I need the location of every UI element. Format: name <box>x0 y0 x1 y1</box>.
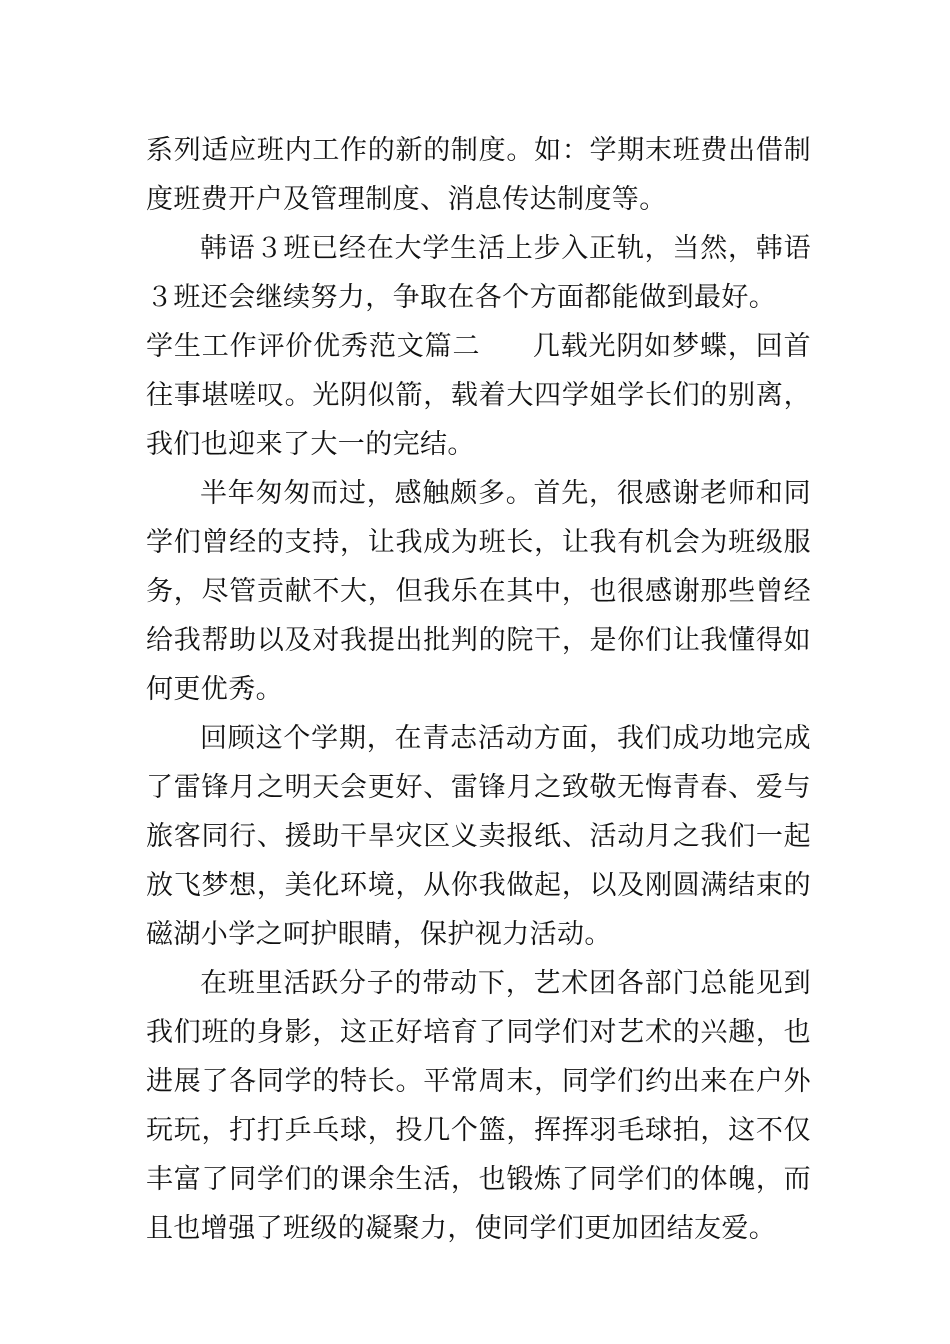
section-title: 学生工作评价优秀范文篇二 <box>146 331 481 362</box>
paragraph-korean-class: 韩语３班已经在大学生活上步入正轨，当然，韩语３班还会继续努力，争取在各个方面都能做到最好。 <box>146 233 811 313</box>
paragraph-reflection: 半年匆匆而过，感触颇多。首先，很感谢老师和同学们曾经的支持，让我成为班长，让我有机会为班级服务，尽管贡献不大，但我乐在其中，也很感谢那些曾经给我帮助以及对我提出批判的院干，是你们让我懂得如何更优秀。 <box>146 478 811 705</box>
paragraph-class-spirit: 在班里活跃分子的带动下，艺术团各部门总能见到我们班的身影，这正好培育了同学们对艺术的兴趣，也进展了各同学的特长。平常周末，同学们约出来在户外玩玩，打打乒乓球，投几个篮，挥挥羽毛球拍，这不仅丰富了同学们的课余生活，也锻炼了同学们的体魄，而且也增强了班级的凝聚力，使同学们更加团结友爱。 <box>146 968 811 1244</box>
paragraph-opening: 几载光阴如梦蝶，回首往事堪嗟叹。光阴似箭，载着大四学姐学长们的别离，我们也迎来了大一的完结。 <box>146 331 811 460</box>
paragraph-continuation: 系列适应班内工作的新的制度。如：学期末班费出借制度班费开户及管理制度、消息传达制度等。 <box>146 135 811 215</box>
section-heading-line <box>146 322 811 469</box>
document-body <box>146 126 811 1253</box>
paragraph-volunteer-activities: 回顾这个学期，在青志活动方面，我们成功地完成了雷锋月之明天会更好、雷锋月之致敬无悔青春、爱与旅客同行、援助干旱灾区义卖报纸、活动月之我们一起放飞梦想，美化环境，从你我做起，以及刚圆满结束的磁湖小学之呵护眼睛，保护视力活动。 <box>146 723 811 950</box>
